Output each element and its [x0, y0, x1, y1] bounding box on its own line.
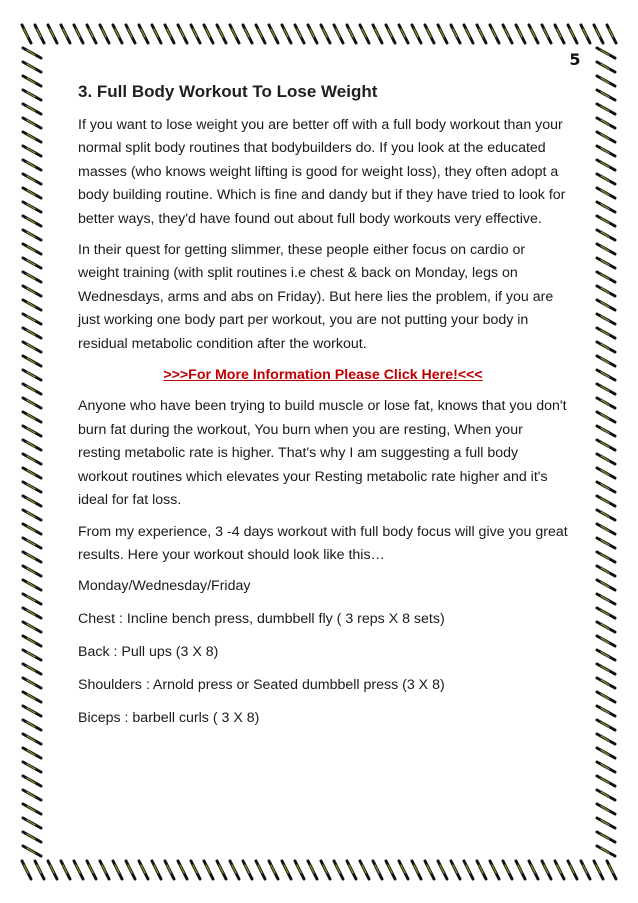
schedule-back: Back : Pull ups (3 X 8)	[78, 644, 219, 661]
paragraph-metabolic: Anyone who have been trying to build muscle or lose fat, knows that you don't burn fat during the workout, You burn when you are resting, When your resting metabolic rate is higher. That's why I am suggesting a full body workout routines which elevates your Resting metabolic rate higher and it's ideal for fat loss.	[78, 398, 567, 509]
decorative-border-bottom	[20, 858, 618, 882]
paragraph-experience: From my experience, 3 -4 days workout with full body focus will give you great results. Here your workout should look like this…	[78, 523, 568, 563]
decorative-border-top	[20, 22, 618, 46]
schedule-biceps: Biceps : barbell curls ( 3 X 8)	[78, 710, 260, 727]
paragraph-quest: In their quest for getting slimmer, these people either focus on cardio or weight training (with split routines i.e chest & back on Monday, legs on Wednesdays, arms and abs on Friday). But here lies the problem, if you are just working one body part per workout, you are not putting your body in residual metabolic condition after the workout.	[78, 242, 554, 352]
more-info-link-line	[78, 364, 568, 387]
decorative-border-right	[594, 46, 618, 858]
page-number: 5	[569, 50, 581, 69]
decorative-border-left	[20, 46, 44, 858]
section-heading: 3. Full Body Workout To Lose Weight	[78, 82, 378, 101]
more-info-link[interactable]: >>>For More Information Please Click Here!<<<	[163, 367, 483, 384]
schedule-shoulders: Shoulders : Arnold press or Seated dumbbell press (3 X 8)	[78, 677, 445, 694]
schedule-chest: Chest : Incline bench press, dumbbell fly ( 3 reps X 8 sets)	[78, 611, 445, 628]
paragraph-intro: If you want to lose weight you are better off with a full body workout than your normal split body routines that bodybuilders do. If you look at the educated masses (who knows weight lifting is good for weight loss), they often adopt a body building routine. Which is fine and dandy but if they have tried to look for better ways, they'd have found out about full body workouts very effective.	[78, 117, 566, 227]
page-content	[78, 80, 568, 740]
schedule-days: Monday/Wednesday/Friday	[78, 578, 251, 595]
